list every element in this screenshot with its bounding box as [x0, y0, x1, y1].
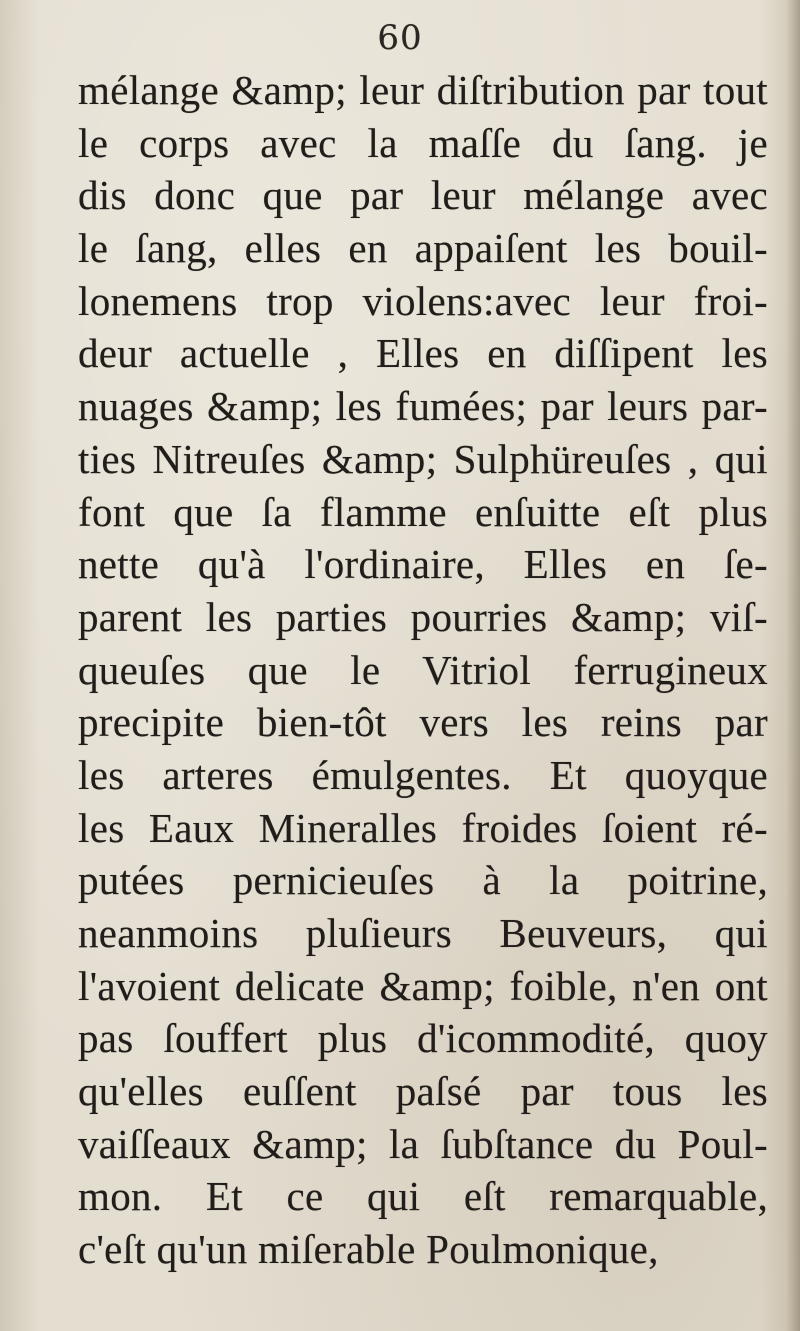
text-line: neanmoins pluſieurs Beuveurs, qui — [78, 910, 768, 956]
text-line: putées pernicieuſes à la poitrine, — [78, 857, 768, 904]
text-line: ties Nitreuſes &amp; Sulphüreuſes , qui — [78, 435, 768, 482]
text-line: qu'elles euſſent paſsé par tous les — [78, 1068, 768, 1115]
text-line: nette qu'à l'ordinaire, Elles en ſe- — [78, 541, 768, 588]
page-edge-shadow — [786, 0, 800, 1331]
text-line: pas ſouffert plus d'icommodité, quoy — [78, 1015, 768, 1062]
text-line: dis donc que par leur mélange avec — [78, 172, 768, 219]
text-line: le ſang, elles en appaiſent les bouil- — [78, 225, 768, 272]
text-line: mélange &amp; leur diſtribution par tout — [78, 67, 768, 113]
text-line: font que ſa flamme enſuitte eſt plus — [78, 488, 768, 535]
text-line: vaiſſeaux &amp; la ſubſtance du Poul- — [78, 1120, 768, 1167]
text-line: nuages &amp; les fumées; par leurs par- — [78, 383, 768, 430]
text-line: l'avoient delicate &amp; foible, n'en ont — [78, 962, 768, 1009]
text-line: precipite bien-tôt vers les reins par — [78, 699, 768, 746]
text-line: lonemens trop violens:avec leur froi- — [78, 277, 768, 324]
text-line: deur actuelle , Elles en diſſipent les — [78, 330, 768, 377]
body-text — [78, 64, 768, 1276]
text-line: le corps avec la maſſe du ſang. je — [78, 119, 768, 166]
page-number: 60 — [377, 18, 423, 58]
text-line: c'eſt qu'un miſerable Poulmonique, — [78, 1226, 659, 1273]
text-line: queuſes que le Vitriol ferrugineux — [78, 646, 768, 693]
text-line: les arteres émulgentes. Et quoyque — [78, 751, 768, 798]
text-line: parent les parties pourries &amp; viſ- — [78, 593, 768, 640]
text-line: mon. Et ce qui eſt remarquable, — [78, 1173, 768, 1220]
text-line: les Eaux Mineralles froides ſoient ré- — [78, 804, 768, 851]
